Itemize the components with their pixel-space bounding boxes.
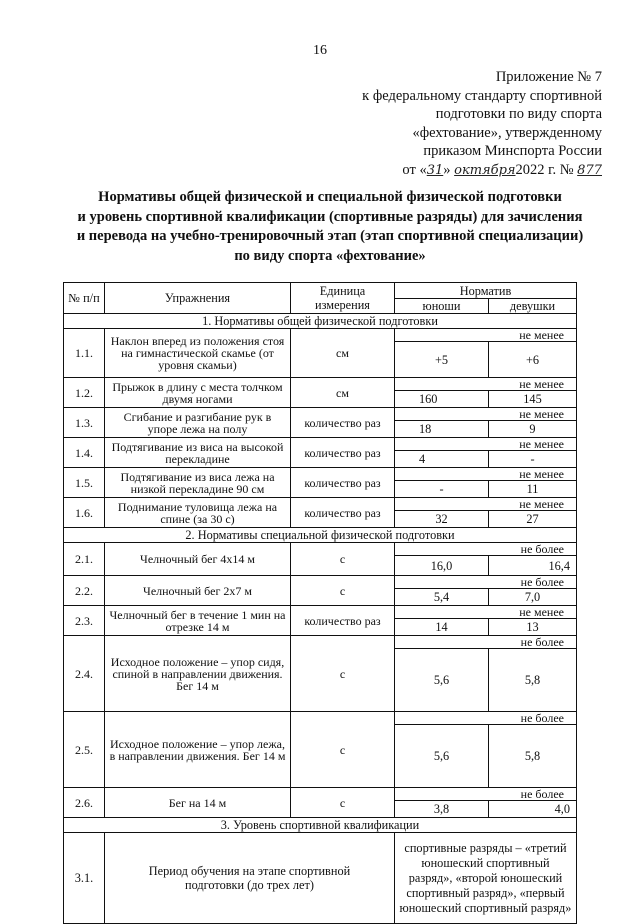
table-row: 3.1. Период обучения на этапе спортивной подготовки (до трех лет) спортивные разряды – «третий юношеский спортивный разряд», «второй юношеский спортивный разряд», «первый юношеский спортивный разряд» xyxy=(64,833,577,924)
table-row: 1.3. Сгибание и разгибание рук в упоре лежа на полу количество раз не менее xyxy=(64,408,577,421)
handwritten-number: 877 xyxy=(577,162,602,178)
section-row: 2. Нормативы специальной физической подготовки xyxy=(64,528,577,543)
header-unit: Единица измерения xyxy=(291,283,395,314)
table-row: 1.6. Поднимание туловища лежа на спине (за 30 с) количество раз не менее xyxy=(64,498,577,511)
table-row: 2.4. Исходное положение – упор сидя, спиной в направлении движения. Бег 14 м с не более xyxy=(64,636,577,649)
page-number: 16 xyxy=(313,43,327,58)
document-title: Нормативы общей физической и специальной физической подготовки и уровень спортивной квалификации (спортивные разряды) для зачисления и перевода на учебно-тренировочный этап (этап спортивной специализации) по виду спорта «фехтование» xyxy=(76,189,584,264)
table-row: 2.5. Исходное положение – упор лежа, в направлении движения. Бег 14 м с не более xyxy=(64,712,577,725)
section-row: 1. Нормативы общей физической подготовки xyxy=(64,314,577,329)
appendix-line: приказом Минспорта России xyxy=(423,143,602,159)
handwritten-day: 31 xyxy=(426,162,444,178)
appendix-line: «фехтование», утвержденному xyxy=(412,124,602,141)
header-exercise: Упражнения xyxy=(105,283,291,314)
appendix-title: Приложение № 7 xyxy=(495,69,602,85)
table-row: 1.5. Подтягивание из виса лежа на низкой перекладине 90 см количество раз не менее xyxy=(64,468,577,481)
handwritten-month: октября xyxy=(454,162,516,178)
header-boys: юноши xyxy=(395,299,489,314)
appendix-line: подготовки по виду спорта xyxy=(435,106,602,122)
table-header-row xyxy=(64,283,577,299)
table-row: 1.2. Прыжок в длину с места толчком двумя ногами см не менее xyxy=(64,378,577,391)
header-norm: Норматив xyxy=(395,283,577,299)
appendix-block xyxy=(302,68,602,180)
header-num: № п/п xyxy=(64,283,105,314)
table-row: 2.1. Челночный бег 4х14 м с не более xyxy=(64,543,577,556)
table-row: 2.2. Челночный бег 2х7 м с не более xyxy=(64,576,577,589)
appendix-date-line: от «31» октября2022 г. № 877 xyxy=(402,161,602,178)
table-row: 1.1. Наклон вперед из положения стоя на гимнастической скамье (от уровня скамьи) см не менее xyxy=(64,329,577,342)
header-girls: девушки xyxy=(489,299,577,314)
section-row: 3. Уровень спортивной квалификации xyxy=(64,818,577,833)
table-row: 1.4. Подтягивание из виса на высокой перекладине количество раз не менее xyxy=(64,438,577,451)
appendix-line: к федеральному стандарту спортивной xyxy=(362,87,602,104)
table-row: 2.6. Бег на 14 м с не более xyxy=(64,788,577,801)
table-row: 2.3. Челночный бег в течение 1 мин на отрезке 14 м количество раз не менее xyxy=(64,606,577,619)
norms-table: № п/п Упражнения Единица измерения Норматив юноши девушки 1. Нормативы общей физической подготовки 1.1. Наклон вперед из положения стоя на гимнастической скамье (от уровня скамьи) см не менее +5 +6 1.2. Прыжок в длину с места толчком двумя ногами см не менее 160 145 1.3. Сгибание и разгибание рук в упоре лежа на полу количество раз не менее 18 9 1.4. Подтягивание из виса на высокой перекладине количество раз не менее 4 - 1.5. Подтягивание из виса лежа на низкой перекладине 90 см количество раз не менее - 11 1.6. Поднимание туловища лежа на спине (за 30 с) количество раз не менее 32 27 2. Нормативы специальной физической подготовки 2.1. Челночный бег 4х14 м с не более 16,0 16,4 2.2. Челночный бег 2х7 м с не более 5,4 7,0 2.3. Челночный бег в течение 1 мин на отрезке 14 м количество раз не менее 14 13 2.4. Исходное положение – упор сидя, спиной в направлении движения. Бег 14 м с не более 5,6 5,8 2.5. Исходное положение – упор лежа, в направлении движения. Бег 14 м с не более 5,6 5,8 2.6. Бег на 14 м с не более 3,8 4,0 3. Уровень спортивной квалификации 3.1. Период обучения на этапе спортивной подготовки (до трех лет) спортивные разряды – «третий юношеский спортивный разряд», «второй юношеский спортивный разряд», «первый юношеский спортивный разряд» xyxy=(63,282,577,924)
